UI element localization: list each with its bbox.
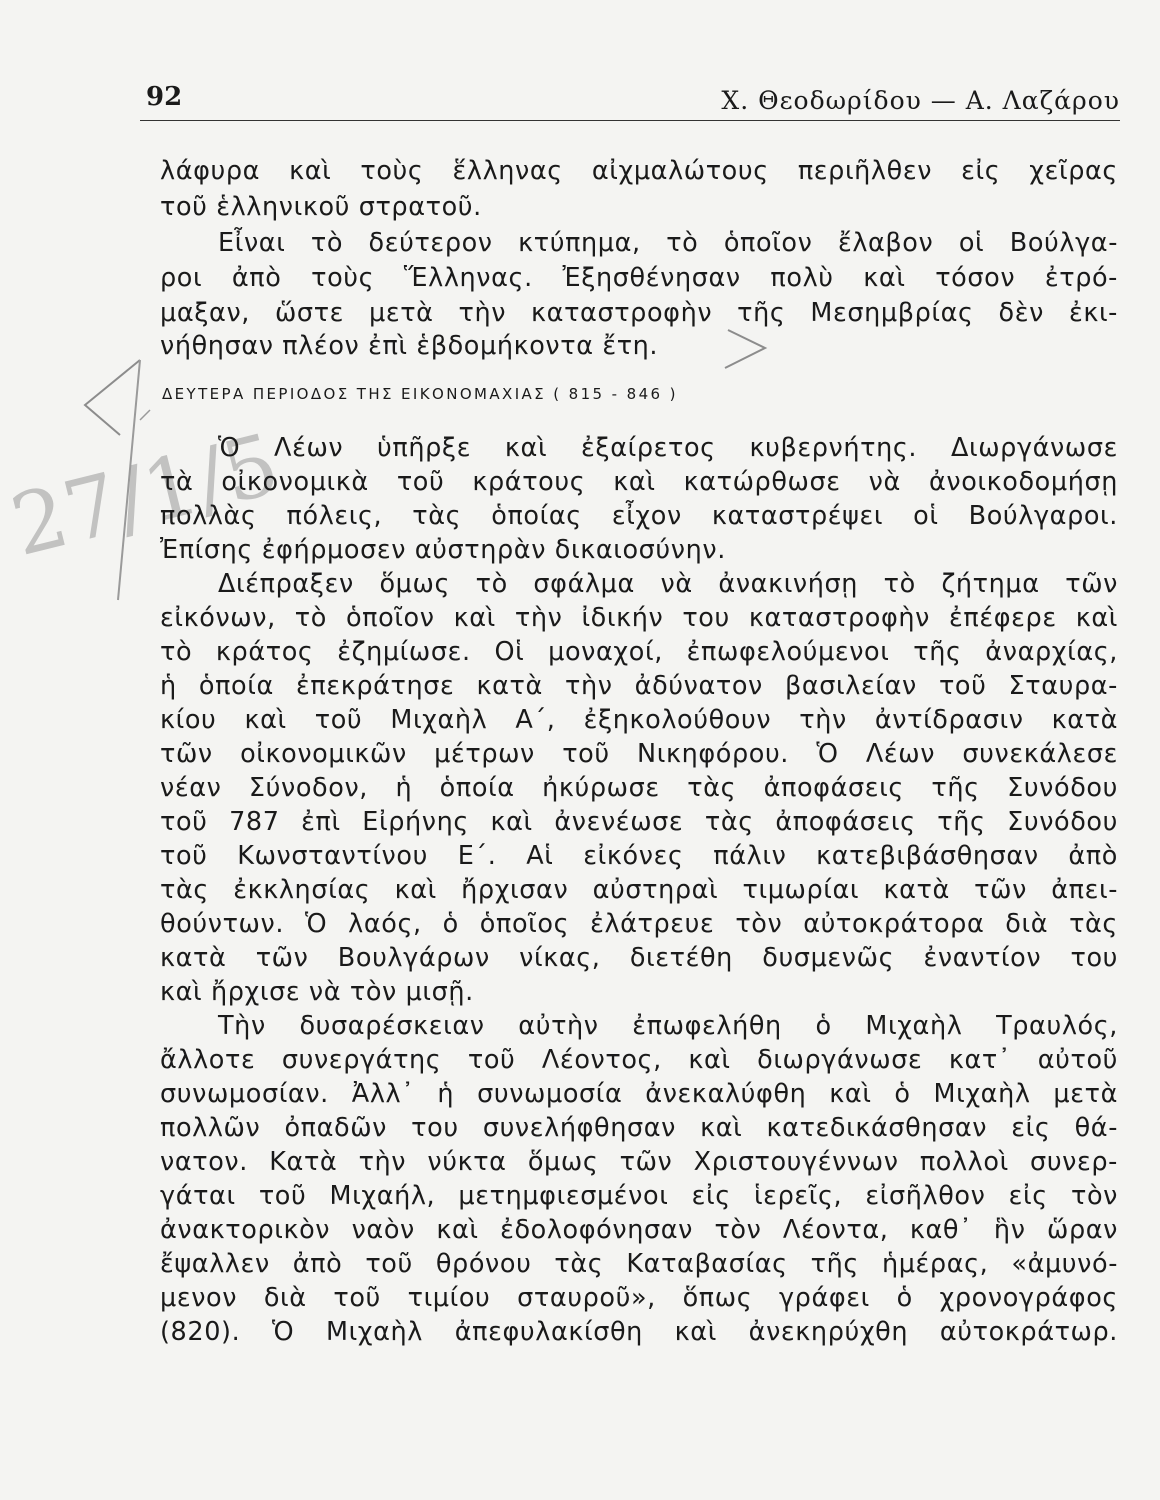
text-line: κίου καὶ τοῦ Μιχαὴλ Α΄, ἐξηκολούθουν τὴν ἀντίδρασιν κατὰ xyxy=(160,705,1118,735)
text-line: Τὴν δυσαρέσκειαν αὐτὴν ἐπωφελήθη ὁ Μιχαὴλ Τραυλός, xyxy=(218,1011,1118,1041)
text-line: ἔψαλλεν ἀπὸ τοῦ θρόνου τὰς Καταβασίας τῆς ἡμέρας, «ἀμυνό- xyxy=(160,1249,1118,1279)
text-line: ροι ἀπὸ τοὺς Ἕλληνας. Ἐξησθένησαν πολὺ καὶ τόσον ἐτρό- xyxy=(160,263,1118,293)
text-line: τὰς ἐκκλησίας καὶ ἤρχισαν αὐστηραὶ τιμωρίαι κατὰ τῶν ἀπει- xyxy=(160,875,1118,905)
text-line: νατον. Κατὰ τὴν νύκτα ὅμως τῶν Χριστουγέννων πολλοὶ συνερ- xyxy=(160,1147,1118,1177)
text-line: πολλὰς πόλεις, τὰς ὁποίας εἶχον καταστρέψει οἱ Βούλγαροι. xyxy=(160,501,1118,531)
text-line: τοῦ 787 ἐπὶ Εἰρήνης καὶ ἀνενέωσε τὰς ἀποφάσεις τῆς Συνόδου xyxy=(160,807,1118,837)
text-line: (820). Ὁ Μιχαὴλ ἀπεφυλακίσθη καὶ ἀνεκηρύχθη αὐτοκράτωρ. xyxy=(160,1317,1118,1347)
text-line: Εἶναι τὸ δεύτερον κτύπημα, τὸ ὁποῖον ἔλαβον οἱ Βούλγα- xyxy=(218,228,1118,258)
page-header xyxy=(140,80,1120,121)
text-line: μαξαν, ὥστε μετὰ τὴν καταστροφὴν τῆς Μεσημβρίας δὲν ἐκι- xyxy=(160,298,1118,328)
running-head: Χ. Θεοδωρίδου — Α. Λαζάρου xyxy=(721,86,1120,115)
text-line: νέαν Σύνοδον, ἡ ὁποία ἠκύρωσε τὰς ἀποφάσεις τῆς Συνόδου xyxy=(160,773,1118,803)
text-line: γάται τοῦ Μιχαήλ, μετημφιεσμένοι εἰς ἱερεῖς, εἰσῆλθον εἰς τὸν xyxy=(160,1181,1118,1211)
text-line: εἰκόνων, τὸ ὁποῖον καὶ τὴν ἰδικήν του καταστροφὴν ἐπέφερε καὶ xyxy=(160,603,1118,633)
margin-annotation: 27/1/5 xyxy=(2,414,289,576)
text-line: μενον διὰ τοῦ τιμίου σταυροῦ», ὅπως γράφει ὁ χρονογράφος xyxy=(160,1283,1118,1313)
text-line: συνωμοσίαν. Ἀλλ᾽ ἡ συνωμοσία ἀνεκαλύφθη καὶ ὁ Μιχαὴλ μετὰ xyxy=(160,1079,1118,1109)
text-line: κατὰ τῶν Βουλγάρων νίκας, διετέθη δυσμενῶς ἐναντίον του xyxy=(160,943,1118,973)
section-heading: ΔΕΥΤΕΡΑ ΠΕΡΙΟΔΟΣ ΤΗΣ ΕΙΚΟΝΟΜΑΧΙΑΣ ( 815 - 846 ) xyxy=(162,385,678,403)
text-line: τὰ οἰκονομικὰ τοῦ κράτους καὶ κατώρθωσε νὰ ἀνοικοδομήσῃ xyxy=(160,467,1118,497)
text-line: ἀνακτορικὸν ναὸν καὶ ἐδολοφόνησαν τὸν Λέοντα, καθ᾽ ἣν ὥραν xyxy=(160,1215,1118,1245)
text-line: καὶ ἤρχισε νὰ τὸν μισῇ. xyxy=(160,977,474,1007)
text-line: Διέπραξεν ὅμως τὸ σφάλμα νὰ ἀνακινήσῃ τὸ ζήτημα τῶν xyxy=(218,569,1118,599)
text-line: Ἐπίσης ἐφήρμοσεν αὐστηρὰν δικαιοσύνην. xyxy=(160,535,726,565)
text-line: ἡ ὁποία ἐπεκράτησε κατὰ τὴν ἀδύνατον βασιλείαν τοῦ Σταυρα- xyxy=(160,671,1118,701)
text-line: ἄλλοτε συνεργάτης τοῦ Λέοντος, καὶ διωργάνωσε κατ᾽ αὐτοῦ xyxy=(160,1045,1118,1075)
page-number: 92 xyxy=(146,82,183,112)
text-line: τὸ κράτος ἐζημίωσε. Οἱ μοναχοί, ἐπωφελούμενοι τῆς ἀναρχίας, xyxy=(160,637,1118,667)
text-line: λάφυρα καὶ τοὺς ἕλληνας αἰχμαλώτους περιῆλθεν εἰς χεῖρας xyxy=(160,156,1118,186)
text-line: τῶν οἰκονομικῶν μέτρων τοῦ Νικηφόρου. Ὁ Λέων συνεκάλεσε xyxy=(160,739,1118,769)
text-line: Ὁ Λέων ὑπῆρξε καὶ ἐξαίρετος κυβερνήτης. Διωργάνωσε xyxy=(218,433,1118,463)
text-line: τοῦ Κωνσταντίνου Ε΄. Αἱ εἰκόνες πάλιν κατεβιβάσθησαν ἀπὸ xyxy=(160,841,1118,871)
text-line: τοῦ ἑλληνικοῦ στρατοῦ. xyxy=(160,192,482,222)
text-line: θούντων. Ὁ λαός, ὁ ὁποῖος ἐλάτρευε τὸν αὐτοκράτορα διὰ τὰς xyxy=(160,909,1118,939)
text-line: πολλῶν ὀπαδῶν του συνελήφθησαν καὶ κατεδικάσθησαν εἰς θά- xyxy=(160,1113,1118,1143)
text-line: νήθησαν πλέον ἐπὶ ἑβδομήκοντα ἔτη. xyxy=(160,331,659,361)
